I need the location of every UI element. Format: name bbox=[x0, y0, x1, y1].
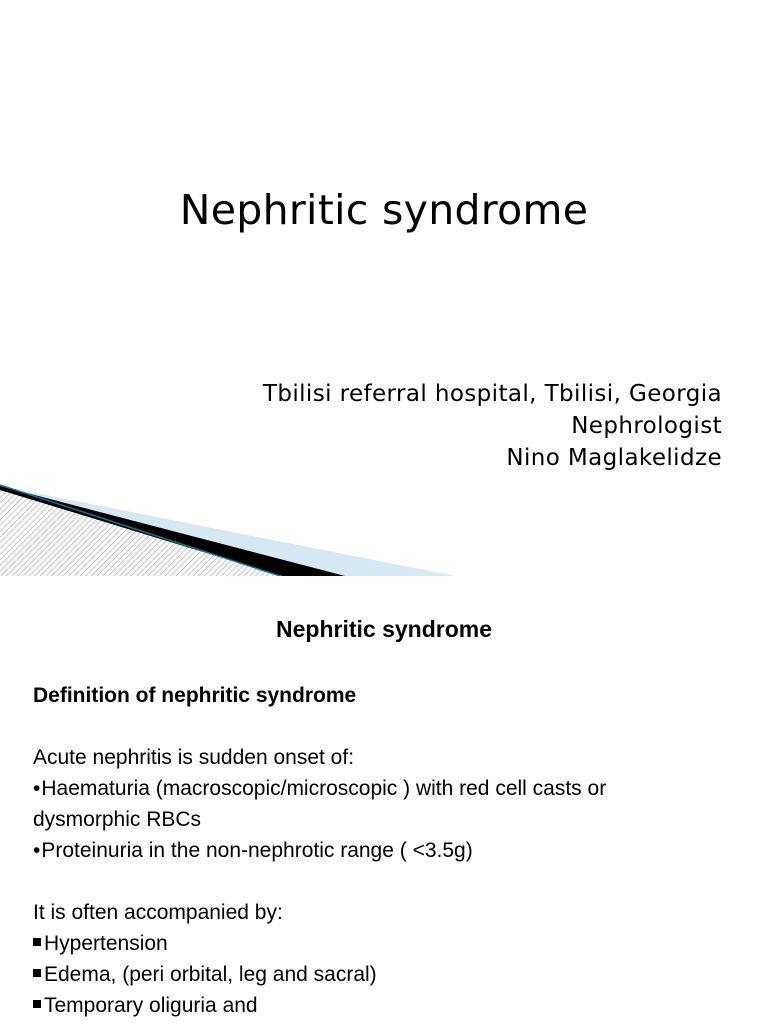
spacer bbox=[33, 711, 733, 742]
accompanied-item-text: Edema, (peri orbital, leg and sacral) bbox=[44, 963, 377, 986]
decorative-swoosh bbox=[0, 480, 768, 576]
content-slide-body bbox=[33, 680, 733, 1021]
onset-intro: Acute nephritis is sudden onset of: bbox=[33, 746, 355, 769]
accompanied-item-text: Hypertension bbox=[44, 932, 168, 955]
title-slide-subtitle bbox=[263, 378, 722, 474]
onset-item-continuation: dysmorphic RBCs bbox=[33, 808, 202, 831]
spacer bbox=[33, 866, 733, 897]
content-slide-title: Nephritic syndrome bbox=[276, 616, 492, 642]
accompanied-item bbox=[33, 959, 733, 990]
accompanied-item-text: Temporary oliguria and bbox=[44, 994, 258, 1017]
accompanied-intro: It is often accompanied by: bbox=[33, 901, 283, 924]
subtitle-role: Nephrologist bbox=[571, 413, 722, 439]
accompanied-item bbox=[33, 990, 733, 1021]
onset-item bbox=[33, 835, 733, 866]
content-slide bbox=[0, 576, 768, 1024]
definition-heading: Definition of nephritic syndrome bbox=[33, 684, 357, 707]
subtitle-author: Nino Maglakelidze bbox=[506, 445, 722, 471]
onset-item-text: Haematuria (macroscopic/microscopic ) with red cell casts or bbox=[41, 777, 607, 800]
title-slide-heading: Nephritic syndrome bbox=[179, 186, 589, 234]
onset-item-text: Proteinuria in the non-nephrotic range ( <3.5g) bbox=[41, 839, 473, 862]
accompanied-item bbox=[33, 928, 733, 959]
subtitle-hospital: Tbilisi referral hospital, Tbilisi, Georgia bbox=[262, 381, 722, 407]
onset-item bbox=[33, 773, 733, 804]
